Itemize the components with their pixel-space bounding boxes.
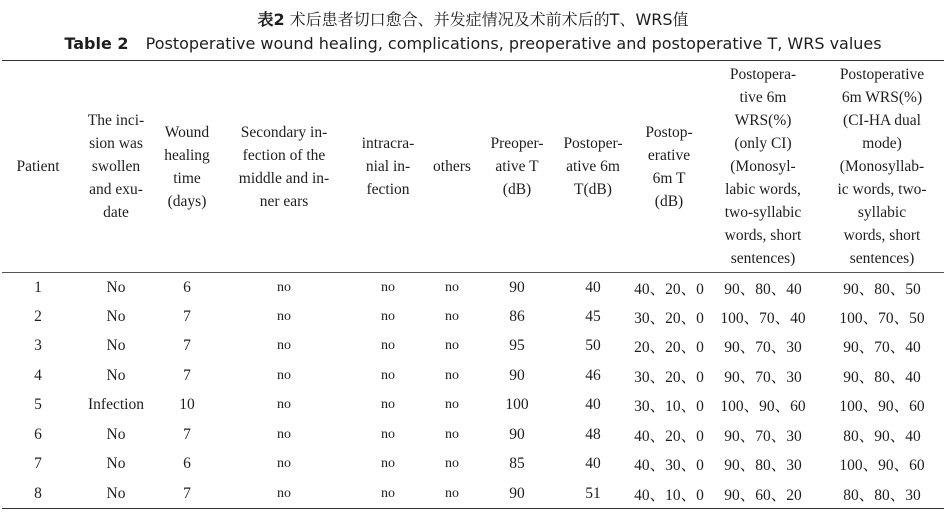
table-cell: 80、90、40 xyxy=(843,427,921,445)
table-cell: 95 xyxy=(509,337,525,355)
table-cell: no xyxy=(445,426,459,442)
table-cell: no xyxy=(381,456,395,472)
table-cell: 86 xyxy=(509,307,525,325)
table-cell: 90 xyxy=(480,479,554,509)
table-cell: no xyxy=(445,456,459,472)
table-cell: No xyxy=(106,455,126,473)
table-cell: no xyxy=(381,308,395,324)
table-row xyxy=(2,332,944,362)
table-cell: 90、80、40 xyxy=(724,280,802,298)
table-cell: 100、90、60 xyxy=(839,457,925,475)
table-cell: no xyxy=(445,279,459,295)
column-header-1: The inci- sion was swollen and exu- date xyxy=(74,61,158,273)
table-cell: 90、60、20 xyxy=(706,479,820,509)
table-cell: no xyxy=(277,426,291,442)
table-cell: no xyxy=(352,479,424,509)
caption-en-text: Postoperative wound healing, complications, preoperative and postoperative T, WRS values xyxy=(145,34,882,53)
column-header-5: others xyxy=(424,61,480,273)
table-cell: no xyxy=(277,338,291,354)
table-cell: 7 xyxy=(183,366,191,384)
table-cell: 3 xyxy=(34,337,42,355)
table-cell: 40 xyxy=(585,455,601,473)
table-cell: 80、80、30 xyxy=(820,479,944,509)
table-cell: 100、70、50 xyxy=(839,309,925,327)
table-cell: Infection xyxy=(88,396,144,414)
column-header-10: Postoperative 6m WRS(%) (CI-HA dual mode) (Monosyllab- ic words, two- syllabic words, short sentences) xyxy=(820,61,944,273)
table-cell: No xyxy=(74,479,158,509)
table-cell: no xyxy=(381,279,395,295)
table-cell: no xyxy=(445,308,459,324)
table-cell: 85 xyxy=(509,455,525,473)
table-cell: 40、30、0 xyxy=(634,457,704,475)
column-header-4: intracra- nial in- fection xyxy=(352,61,424,273)
table-cell: no xyxy=(445,367,459,383)
header-row xyxy=(2,61,944,273)
table-cell: 8 xyxy=(2,479,74,509)
table-cell: 100、70、40 xyxy=(720,309,806,327)
table-row xyxy=(2,302,944,332)
table-cell: 2 xyxy=(34,307,42,325)
table-cell: No xyxy=(106,366,126,384)
table-cell: 100、90、60 xyxy=(839,398,925,416)
table-cell: 4 xyxy=(34,366,42,384)
table-cell: no xyxy=(424,479,480,509)
table-row xyxy=(2,361,944,391)
table-cell: 7 xyxy=(183,425,191,443)
table-cell: 1 xyxy=(34,278,42,296)
table-cell: 40 xyxy=(585,396,601,414)
table-cell: no xyxy=(277,456,291,472)
table-cell: 100、90、60 xyxy=(720,398,806,416)
table-cell: no xyxy=(445,338,459,354)
table-cell: 90 xyxy=(509,366,525,384)
table-cell: 30、10、0 xyxy=(634,398,704,416)
table-cell: 90、70、30 xyxy=(724,427,802,445)
table-cell: 40、10、0 xyxy=(632,479,706,509)
column-header-3: Secondary in- fection of the middle and in- ner ears xyxy=(216,61,352,273)
table-row xyxy=(2,450,944,480)
table-cell: 6 xyxy=(34,425,42,443)
table-cell: 90、80、50 xyxy=(843,280,921,298)
column-header-7: Postoper- ative 6m T(dB) xyxy=(554,61,632,273)
table-cell: 45 xyxy=(585,307,601,325)
table-cell: No xyxy=(106,307,126,325)
table-cell: 90、80、30 xyxy=(724,457,802,475)
table-cell: no xyxy=(277,279,291,295)
table-cell: No xyxy=(106,278,126,296)
table-cell: 10 xyxy=(179,396,195,414)
table-body xyxy=(2,273,944,509)
table-cell: 100 xyxy=(505,396,529,414)
table-cell: 40、20、0 xyxy=(634,427,704,445)
table-cell: no xyxy=(216,479,352,509)
table-row xyxy=(2,420,944,450)
table-cell: 7 xyxy=(158,479,216,509)
caption-cn-label: 表2 xyxy=(257,10,285,29)
table-cell: 30、20、0 xyxy=(634,309,704,327)
table-cell: no xyxy=(381,426,395,442)
caption-en-label: Table 2 xyxy=(64,34,129,53)
table-cell: 5 xyxy=(34,396,42,414)
column-header-2: Wound healing time (days) xyxy=(158,61,216,273)
table-cell: 6 xyxy=(183,455,191,473)
table-row xyxy=(2,479,944,509)
table-cell: 46 xyxy=(585,366,601,384)
column-header-0: Patient xyxy=(2,61,74,273)
table-cell: 40 xyxy=(585,278,601,296)
column-header-9: Postopera- tive 6m WRS(%) (only CI) (Monosyl- labic words, two-syllabic words, short sentences) xyxy=(706,61,820,273)
table-caption-english xyxy=(0,34,946,54)
table-cell: 48 xyxy=(585,425,601,443)
table-cell: 30、20、0 xyxy=(634,368,704,386)
table-cell: 51 xyxy=(554,479,632,509)
table-caption-chinese xyxy=(0,10,946,30)
table-cell: No xyxy=(106,425,126,443)
table-cell: no xyxy=(381,367,395,383)
table-cell: 90 xyxy=(509,278,525,296)
table-cell: 20、20、0 xyxy=(634,339,704,357)
table-cell: 90、70、30 xyxy=(724,339,802,357)
table-row xyxy=(2,391,944,421)
data-table xyxy=(2,60,944,509)
table-cell: 7 xyxy=(34,455,42,473)
table-cell: 90、80、40 xyxy=(843,368,921,386)
table-cell: no xyxy=(381,397,395,413)
caption-cn-text: 术后患者切口愈合、并发症情况及术前术后的T、WRS值 xyxy=(289,10,689,29)
table-cell: 90、70、40 xyxy=(843,339,921,357)
table-cell: no xyxy=(277,308,291,324)
table-cell: 90 xyxy=(509,425,525,443)
table-cell: 90、70、30 xyxy=(724,368,802,386)
table-cell: no xyxy=(445,397,459,413)
table-cell: no xyxy=(277,397,291,413)
table-cell: no xyxy=(381,338,395,354)
table-cell: No xyxy=(106,337,126,355)
table-row xyxy=(2,273,944,303)
table-cell: 40、20、0 xyxy=(634,280,704,298)
table-cell: no xyxy=(277,367,291,383)
column-header-6: Preoper- ative T (dB) xyxy=(480,61,554,273)
table-cell: 50 xyxy=(585,337,601,355)
column-header-8: Postop- erative 6m T (dB) xyxy=(632,61,706,273)
table-cell: 6 xyxy=(183,278,191,296)
table-cell: 7 xyxy=(183,307,191,325)
table-cell: 7 xyxy=(183,337,191,355)
